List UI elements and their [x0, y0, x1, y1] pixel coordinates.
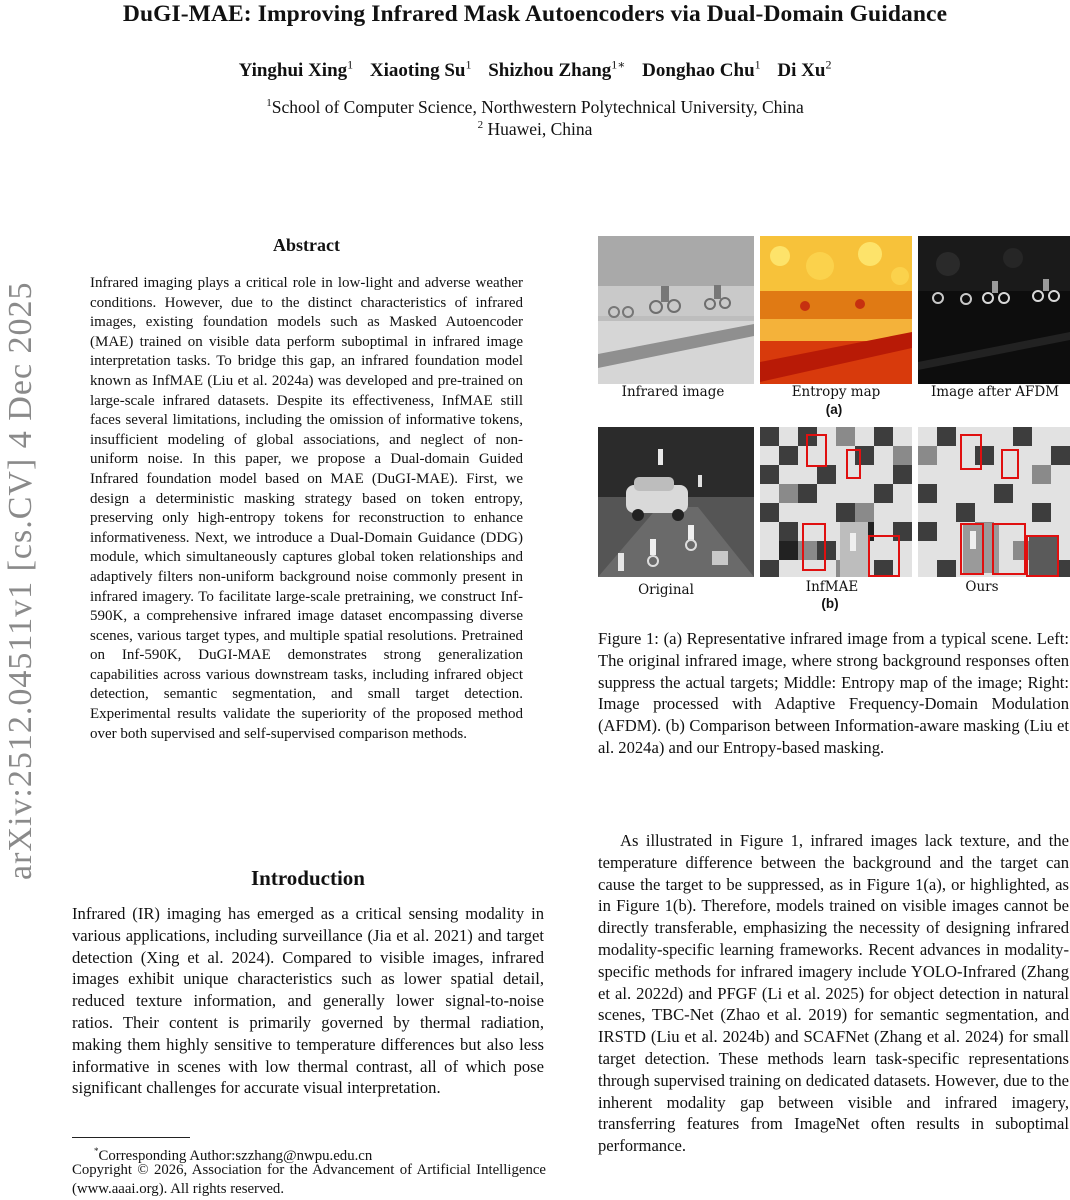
row-a-label-infrared-image: Infrared image — [621, 384, 725, 400]
paper-title: DuGI-MAE: Improving Infrared Mask Autoencoders via Dual-Domain Guidance — [122, 1, 948, 27]
affiliation-1: $^1$School of Computer Science, Northwestern Polytechnical University, China — [266, 97, 804, 117]
introduction-heading: Introduction — [251, 866, 365, 890]
figure-1-caption: Figure 1: (a) Representative infrared image from a typical scene. Left: The original infrared image, where strong background responses often suppress the actual targets; Middle: Entropy map of the image; Right: Image processed with Adaptive Frequency-Domain Modulation (AFDM). (b) Comparison between Information-aware masking (Liu et al. 2024a) and our Entropy-based masking. — [598, 629, 1069, 757]
row-b-tag: (b) — [821, 596, 839, 611]
infrared-scene-image — [598, 236, 754, 384]
footnote-rule — [72, 1137, 190, 1138]
highlight-box — [960, 434, 982, 470]
original-image-panel — [598, 427, 754, 577]
infrared-image-panel — [598, 236, 754, 384]
row-b-label-original: Original — [638, 582, 694, 598]
ours-masked-panel — [918, 427, 1070, 577]
author: Di Xu$^2$ — [777, 58, 832, 82]
author: Yinghui Xing$^1$ — [238, 58, 354, 82]
row-b-label-ours: Ours — [965, 579, 999, 595]
highlight-box — [1001, 449, 1019, 479]
author: Xiaoting Su$^1$ — [369, 58, 472, 82]
entropy-map-panel — [760, 236, 912, 384]
arxiv-identifier-stamp: arXiv:2512.04511v1 [cs.CV] 4 Dec 2025 — [2, 281, 39, 880]
row-a-label-entropy-map: Entropy map — [791, 384, 881, 400]
author: Shizhou Zhang$^{1∗}$ — [488, 58, 626, 82]
highlight-box — [846, 449, 861, 479]
entropy-map-image — [760, 236, 912, 384]
author: Donghao Chu$^1$ — [642, 58, 761, 82]
highlight-box — [1026, 535, 1059, 577]
corresponding-author-footnote: *Corresponding Author:szzhang@nwpu.edu.cn — [94, 1146, 373, 1164]
author-list — [0, 58, 1070, 82]
highlight-box — [960, 523, 984, 575]
afdm-processed-image — [918, 236, 1070, 384]
abstract-heading: Abstract — [273, 235, 340, 255]
highlight-box — [806, 434, 827, 467]
original-infrared-image — [598, 427, 754, 577]
infmae-masked-panel — [760, 427, 912, 577]
abstract-body: Infrared imaging plays a critical role in low-light and adverse weather conditions. However, due to the distinct characteristics of infrared images, existing foundation models such as Masked Autoencoder (MAE) trained on visible data perform suboptimal in infrared image interpretation tasks. To bridge this gap, an infrared foundation model known as InfMAE (Liu et al. 2024a) was developed and pre-trained on large-scale infrared datasets. Despite its effectiveness, InfMAE still faces several limitations, including the omission of informative tokens, insufficient modeling of global associations, and neglect of non-uniform noise. In this paper, we propose a Dual-domain Guided Infrared foundation model based on MAE (DuGI-MAE). First, we design a deterministic masking strategy based on token entropy, preserving only high-entropy tokens for reconstruction to enhance informativeness. Next, we introduce a Dual-Domain Guidance (DDG) module, which simultaneously captures global token relationships and adaptively filters non-uniform background noise commonly present in infrared imagery. To facilitate large-scale pretraining, we construct Inf-590K, a comprehensive infrared image dataset encompassing diverse scenes, various target types, and multiple spatial resolutions. Pretrained on Inf-590K, DuGI-MAE demonstrates strong generalization capabilities across various downstream tasks, including infrared object detection, semantic segmentation, and small target detection. Experimental results validate the superiority of the proposed method over both supervised and self-supervised comparison methods. — [90, 275, 523, 742]
row-b-label-infmae: InfMAE — [805, 579, 859, 595]
affiliation-2: $^2$ Huawei, China — [477, 119, 593, 139]
right-column-paragraph: As illustrated in Figure 1, infrared images lack texture, and the temperature difference between the background and the target can cause the target to be suppressed, as in Figure 1(a), or highlighted, as in Figure 1(b). Therefore, models trained on visible images cannot be directly transferable, emphasizing the necessity of designing infrared modality-specific learning frameworks. Recent advances in modality-specific methods for infrared imagery include YOLO-Infrared (Zhang et al. 2022d) and PFGF (Li et al. 2025) for object detection in natural scenes, TBC-Net (Zhao et al. 2019) for semantic segmentation, and IRSTD (Liu et al. 2024b) and SCAFNet (Zhang et al. 2024) for small target detection. These methods learn task-specific representations through supervised training on dedicated datasets. However, due to the inherent modality gap between visible and infrared imagery, transferring features from ImageNet often results in suboptimal performance. — [598, 831, 1069, 1156]
row-a-tag: (a) — [825, 402, 843, 417]
highlight-box — [992, 523, 1026, 575]
introduction-body: Infrared (IR) imaging has emerged as a critical sensing modality in various applications, including surveillance (Jia et al. 2021) and target detection (Xing et al. 2024). Compared to visible images, infrared images exhibit unique characteristics such as lower spatial detail, reduced texture information, and generally lower signal-to-noise ratios. Their content is primarily governed by thermal radiation, making them highly sensitive to temperature differences but also less informative in scenes with low thermal contrast, all of which pose significant challenges for accurate visual interpretation. — [72, 904, 544, 1098]
row-a-label-afdm: Image after AFDM — [930, 384, 1060, 400]
highlight-box — [802, 523, 826, 571]
afdm-image-panel — [918, 236, 1070, 384]
copyright-footnote: Copyright © 2026, Association for the Advancement of Artificial Intelligence (www.aaai.org). All rights reserved. — [72, 1162, 546, 1197]
highlight-box — [868, 535, 900, 577]
